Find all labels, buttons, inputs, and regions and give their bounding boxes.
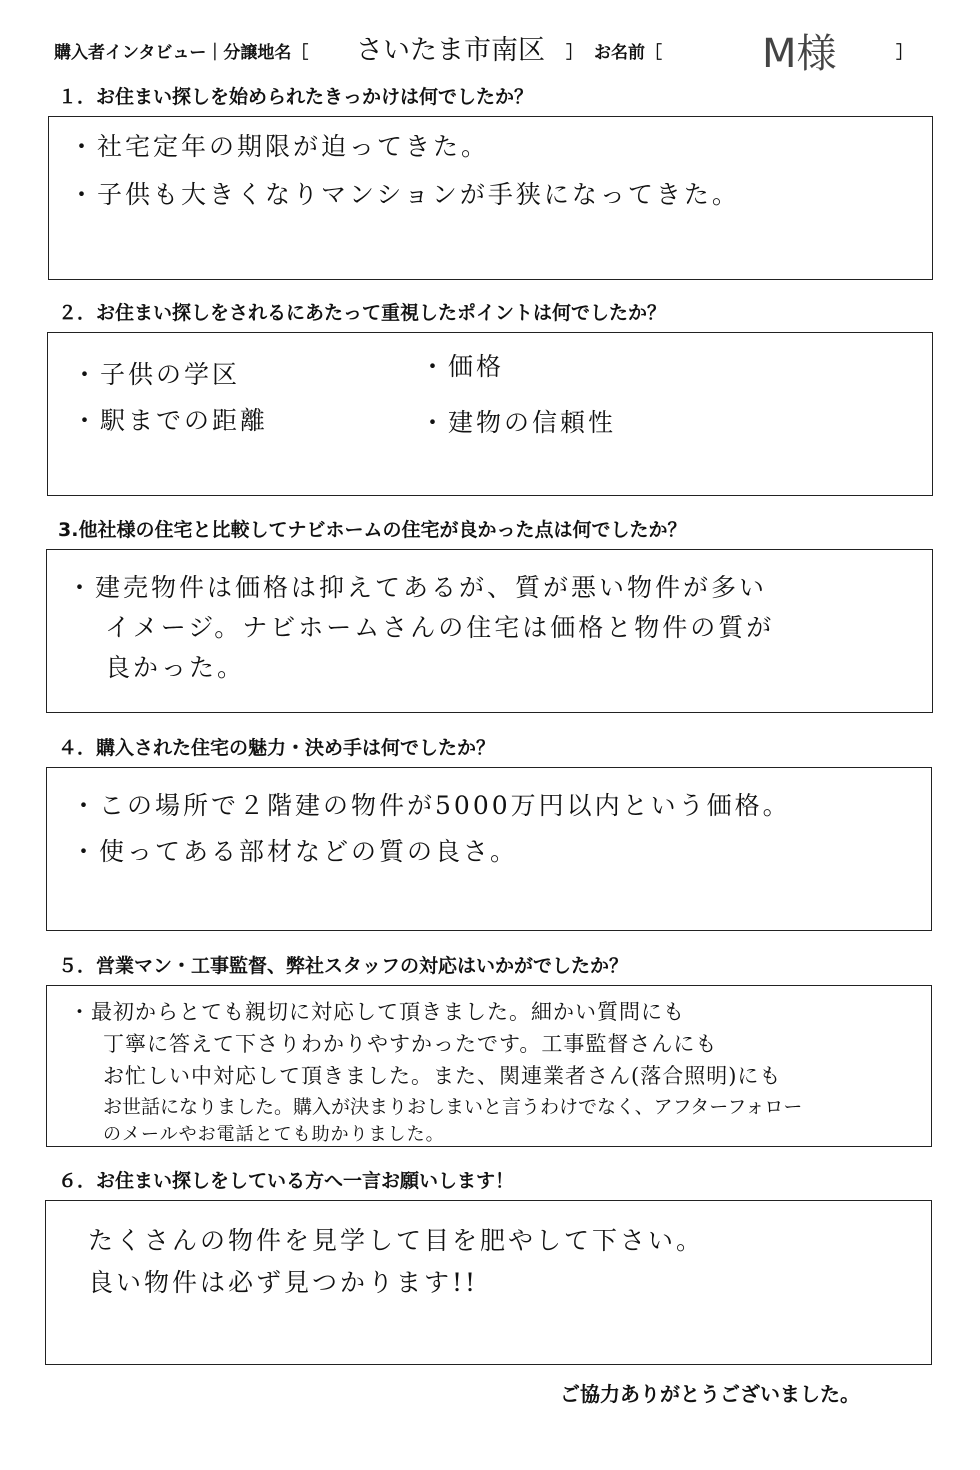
answer-box-3	[46, 549, 933, 713]
answer-box-6	[45, 1200, 932, 1365]
answer-5-line-1: ・最初からとても親切に対応して頂きました。細かい質問にも	[69, 1000, 685, 1024]
name-bracket-close: ］	[896, 43, 913, 63]
answer-4-line-1: ・この場所で２階建の物件が5000万円以内という価格。	[71, 791, 791, 820]
answer-6-line-2: 良い物件は必ず見つかります!!	[88, 1268, 479, 1297]
interview-label: 購入者インタビュー｜分譲地名［	[54, 43, 309, 63]
answer-box-1	[48, 116, 933, 280]
question-1-title: １．お住まい探しを始められたきっかけは何でしたか？	[58, 86, 534, 108]
answer-3-line-2: イメージ。ナビホームさんの住宅は価格と物件の質が	[105, 613, 775, 642]
answer-5-line-4: お世話になりました。購入が決まりおしまいと言うわけでなく、アフターフォロー	[103, 1096, 803, 1118]
answer-5-line-3: お忙しい中対応して頂きました。また、関連業者さん(落合照明)にも	[103, 1064, 782, 1088]
answer-2-item-3: ・駅までの距離	[72, 406, 269, 435]
interview-header	[54, 22, 934, 77]
question-4-title: ４．購入された住宅の魅力・決め手は何でしたか？	[58, 737, 496, 759]
answer-3-line-3: 良かった。	[105, 653, 246, 682]
answer-1-line-2: ・子供も大きくなりマンションが手狭になってきた。	[69, 180, 740, 209]
question-5-title: ５．営業マン・工事監督、弊社スタッフの対応はいかがでしたか？	[58, 955, 629, 977]
question-3-title: 3.他社様の住宅と比較してナビホームの住宅が良かった点は何でしたか？	[58, 519, 687, 541]
answer-box-4	[46, 767, 932, 931]
name-label: お名前［	[594, 43, 662, 63]
answer-2-item-2: ・価格	[420, 352, 505, 381]
area-bracket-close: ］	[566, 43, 583, 63]
thanks-message: ご協力ありがとうございました。	[560, 1382, 860, 1406]
question-2-title: ２．お住まい探しをされるにあたって重視したポイントは何でしたか？	[58, 302, 667, 324]
answer-2-item-1: ・子供の学区	[72, 360, 241, 389]
customer-name: M様	[762, 31, 837, 77]
area-name: さいたま市南区	[356, 35, 545, 66]
answer-3-line-1: ・建売物件は価格は抑えてあるが、質が悪い物件が多い	[67, 573, 768, 602]
answer-1-line-1: ・社宅定年の期限が迫ってきた。	[69, 132, 490, 161]
answer-box-5	[46, 985, 932, 1147]
question-6-title: ６．お住まい探しをしている方へ一言お願いします！	[58, 1170, 515, 1192]
answer-5-line-2: 丁寧に答えて下さりわかりやすかったです。工事監督さんにも	[103, 1032, 718, 1056]
answer-4-line-2: ・使ってある部材などの質の良さ。	[71, 837, 519, 866]
answer-6-line-1: たくさんの物件を見学して目を肥やして下さい。	[88, 1226, 705, 1255]
answer-box-2	[47, 332, 933, 496]
answer-5-line-5: のメールやお電話とても助かりました。	[103, 1124, 445, 1145]
answer-2-item-4: ・建物の信頼性	[420, 408, 617, 437]
